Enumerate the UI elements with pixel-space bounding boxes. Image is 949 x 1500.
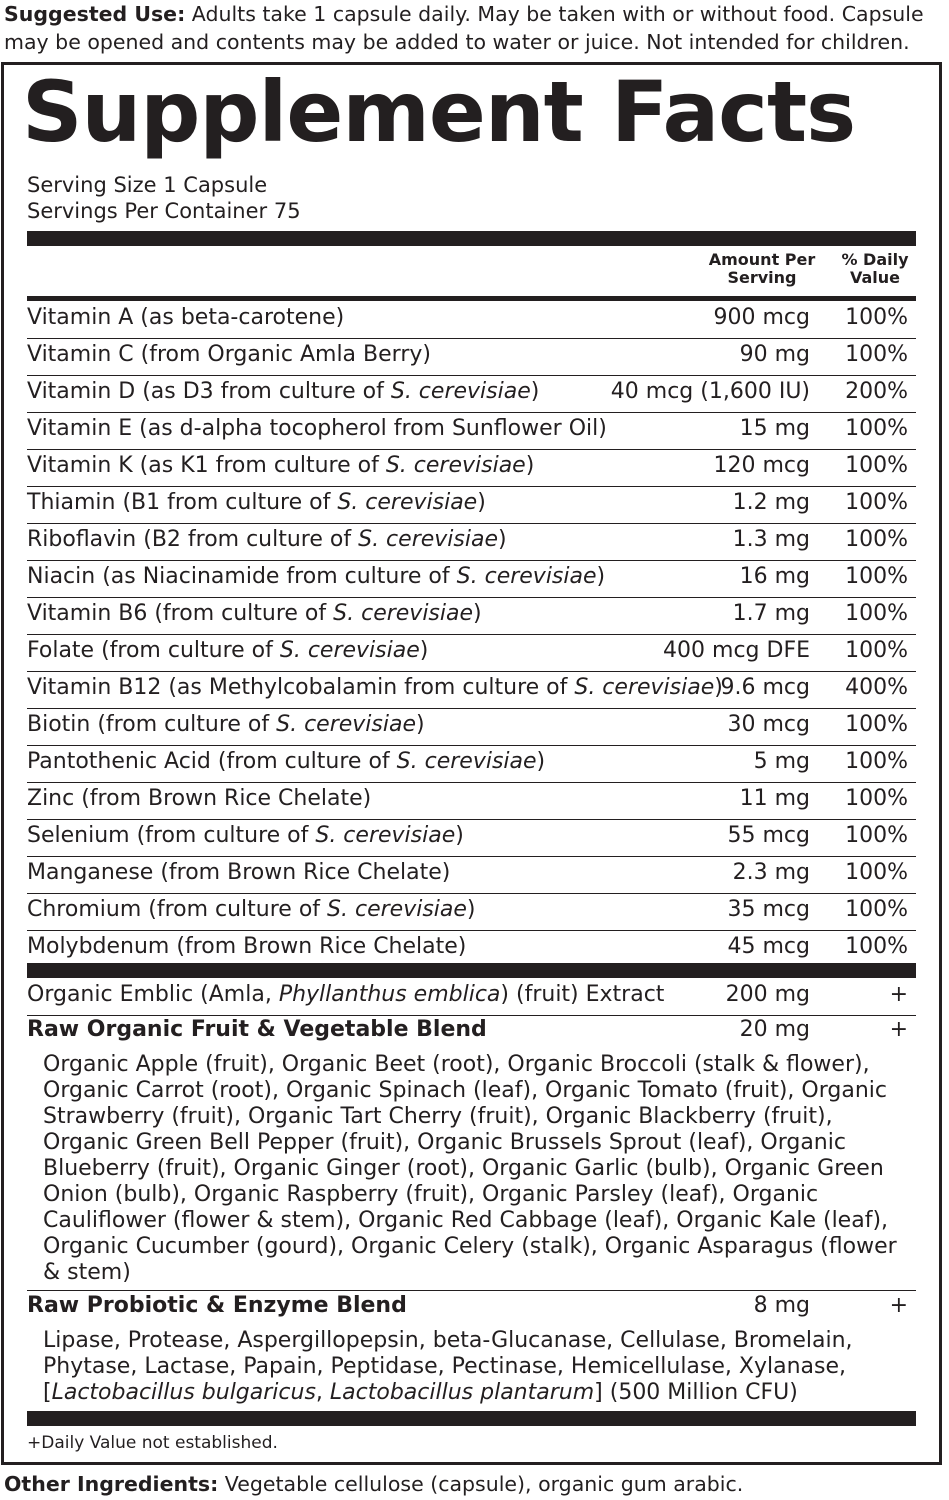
nutrient-row [27,634,916,671]
probiotic-blend-row [27,1289,916,1326]
nutrient-amount: 16 mg [739,564,810,589]
nutrient-row [27,301,916,338]
nutrient-amount: 1.2 mg [732,490,810,515]
nutrient-daily-value: 100% [845,416,908,441]
other-ingredients-text: Vegetable cellulose (capsule), organic gum arabic. [218,1472,744,1496]
nutrient-daily-value: + [889,982,908,1007]
nutrient-daily-value: 100% [845,490,908,515]
nutrient-row [27,782,916,819]
emblic-row [27,978,916,1015]
nutrient-name: Vitamin D (as D3 from culture of S. cerevisiae) [27,379,540,404]
panel-title: Supplement Facts [22,63,856,161]
suggested-use-text: Adults take 1 capsule daily. May be taken with or without food. Capsule may be opened and contents may be added to water or juice. Not intended for children. [4,2,924,54]
thick-divider-top [27,231,916,246]
nutrient-amount: 30 mcg [727,712,810,737]
nutrient-name: Vitamin B6 (from culture of S. cerevisiae) [27,601,482,626]
thick-divider-mid [27,963,916,978]
nutrient-name: Manganese (from Brown Rice Chelate) [27,860,451,885]
nutrient-name: Folate (from culture of S. cerevisiae) [27,638,429,663]
suggested-use [4,0,944,56]
nutrient-daily-value: 100% [845,564,908,589]
other-ingredients-label: Other Ingredients: [4,1472,219,1496]
nutrient-daily-value: 100% [845,527,908,552]
nutrient-name: Organic Emblic (Amla, Phyllanthus emblica) (fruit) Extract [27,982,665,1007]
nutrient-amount: 35 mcg [727,897,810,922]
blend-daily-value: + [889,1293,908,1318]
fruit-blend-row [27,1013,916,1050]
nutrient-daily-value: 100% [845,342,908,367]
nutrient-daily-value: 100% [845,453,908,478]
nutrient-row [27,486,916,523]
nutrient-daily-value: 100% [845,934,908,959]
nutrient-row [27,560,916,597]
nutrient-row [27,745,916,782]
nutrient-row [27,449,916,486]
nutrient-row [27,375,916,412]
nutrient-daily-value: 100% [845,305,908,330]
nutrient-daily-value: 100% [845,823,908,848]
nutrient-name: Vitamin C (from Organic Amla Berry) [27,342,431,367]
thick-divider-bottom [27,1411,916,1426]
nutrient-row [27,597,916,634]
blend-amount: 8 mg [753,1293,810,1318]
nutrient-daily-value: 100% [845,749,908,774]
nutrient-name: Niacin (as Niacinamide from culture of S. cerevisiae) [27,564,606,589]
nutrient-amount: 900 mcg [713,305,810,330]
nutrient-daily-value: 400% [845,675,908,700]
nutrient-name: Vitamin B12 (as Methylcobalamin from culture of S. cerevisiae) [27,675,723,700]
serving-size: Serving Size 1 Capsule [27,173,268,197]
nutrient-amount: 1.7 mg [732,601,810,626]
nutrient-row [27,412,916,449]
nutrient-amount: 90 mg [739,342,810,367]
nutrient-name: Molybdenum (from Brown Rice Chelate) [27,934,467,959]
nutrient-amount: 200 mg [725,982,810,1007]
nutrient-amount: 55 mcg [727,823,810,848]
nutrient-row [27,708,916,745]
nutrient-amount: 15 mg [739,416,810,441]
nutrient-amount: 400 mcg DFE [663,638,810,663]
nutrient-daily-value: 100% [845,638,908,663]
nutrient-name: Selenium (from culture of S. cerevisiae) [27,823,464,848]
nutrient-name: Zinc (from Brown Rice Chelate) [27,786,372,811]
footnote: +Daily Value not established. [27,1433,278,1453]
nutrient-name: Vitamin A (as beta-carotene) [27,305,345,330]
nutrient-name: Thiamin (B1 from culture of S. cerevisiae) [27,490,486,515]
nutrient-name: Vitamin K (as K1 from culture of S. cerevisiae) [27,453,535,478]
nutrient-daily-value: 100% [845,860,908,885]
nutrient-daily-value: 100% [845,712,908,737]
nutrient-amount: 5 mg [753,749,810,774]
blend-name: Raw Probiotic & Enzyme Blend [27,1293,407,1318]
nutrient-row [27,819,916,856]
nutrient-amount: 45 mcg [727,934,810,959]
amount-per-serving-header: Amount Per Serving [708,250,816,287]
nutrient-amount: 40 mcg (1,600 IU) [610,379,810,404]
daily-value-header: % Daily Value [841,250,909,287]
other-ingredients [4,1472,743,1496]
nutrient-amount: 9.6 mcg [720,675,810,700]
nutrient-amount: 1.3 mg [732,527,810,552]
nutrient-name: Vitamin E (as d-alpha tocopherol from Sunflower Oil) [27,416,607,441]
nutrient-amount: 120 mcg [713,453,810,478]
nutrient-daily-value: 100% [845,601,908,626]
nutrient-name: Riboflavin (B2 from culture of S. cerevisiae) [27,527,507,552]
nutrient-name: Biotin (from culture of S. cerevisiae) [27,712,425,737]
blend-amount: 20 mg [739,1017,810,1042]
blend-name: Raw Organic Fruit & Vegetable Blend [27,1017,487,1042]
suggested-use-label: Suggested Use: [4,2,186,26]
blend-daily-value: + [889,1017,908,1042]
nutrient-row [27,856,916,893]
nutrient-row [27,671,916,708]
servings-per-container: Servings Per Container 75 [27,199,301,223]
probiotic-blend-ingredients: Lipase, Protease, Aspergillopepsin, beta-Glucanase, Cellulase, Bromelain, Phytase, Lactase, Papain, Peptidase, Pectinase, Hemicellulase, Xylanase, [Lactobacillus bulgaricus, Lactobacillus plantarum] (500 Million CFU) [43,1328,853,1405]
nutrient-name: Chromium (from culture of S. cerevisiae) [27,897,476,922]
nutrient-row [27,523,916,560]
nutrient-amount: 2.3 mg [732,860,810,885]
nutrient-row [27,930,916,967]
fruit-blend-ingredients: Organic Apple (fruit), Organic Beet (root), Organic Broccoli (stalk & flower), Organic Carrot (root), Organic Spinach (leaf), Organic Tomato (fruit), Organic Strawberry (fruit), Organic Tart Cherry (fruit), Organic Blackberry (fruit), Organic Green Bell Pepper (fruit), Organic Brussels Sprout (leaf), Organic Blueberry (fruit), Organic Ginger (root), Organic Garlic (bulb), Organic Green Onion (bulb), Organic Raspberry (fruit), Organic Parsley (leaf), Organic Cauliflower (flower & stem), Organic Red Cabbage (leaf), Organic Kale (leaf), Organic Cucumber (gourd), Organic Celery (stalk), Organic Asparagus (flower & stem) [43,1052,897,1285]
nutrient-daily-value: 100% [845,897,908,922]
nutrient-daily-value: 100% [845,786,908,811]
nutrient-row [27,893,916,930]
nutrient-row [27,338,916,375]
nutrient-amount: 11 mg [739,786,810,811]
nutrient-name: Pantothenic Acid (from culture of S. cerevisiae) [27,749,546,774]
nutrient-daily-value: 200% [845,379,908,404]
